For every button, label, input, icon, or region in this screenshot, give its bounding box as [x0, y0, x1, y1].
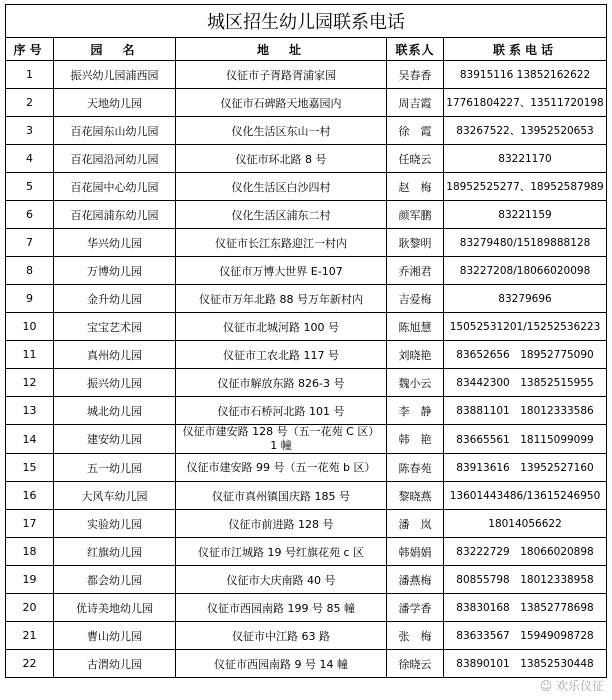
header-index: 序号	[6, 38, 54, 61]
table-row	[6, 117, 607, 145]
row-address: 仪征市西园南路 9 号 14 幢	[176, 650, 387, 678]
row-index: 5	[6, 173, 54, 201]
row-contact-person: 徐晓云	[387, 650, 444, 678]
row-contact-person: 韩 艳	[387, 425, 444, 454]
row-kindergarten-name: 城北幼儿园	[54, 397, 176, 425]
row-index: 22	[6, 650, 54, 678]
row-address: 仪征市江城路 19 号红旗花苑 c 区	[176, 538, 387, 566]
row-phone: 83221159	[444, 201, 607, 229]
row-kindergarten-name: 真州幼儿园	[54, 341, 176, 369]
header-address: 地 址	[176, 38, 387, 61]
table-row	[6, 257, 607, 285]
row-address: 仪征市建安路 99 号（五一花苑 b 区）	[176, 454, 387, 482]
table-row	[6, 201, 607, 229]
row-index: 19	[6, 566, 54, 594]
row-address: 仪征市工农北路 117 号	[176, 341, 387, 369]
table-body	[6, 61, 607, 678]
header-row	[6, 38, 607, 61]
header-phone: 联系电话	[444, 38, 607, 61]
row-index: 2	[6, 89, 54, 117]
row-index: 14	[6, 425, 54, 454]
row-contact-person: 乔湘君	[387, 257, 444, 285]
row-index: 7	[6, 229, 54, 257]
row-phone: 83890101 13852530448	[444, 650, 607, 678]
row-index: 4	[6, 145, 54, 173]
row-kindergarten-name: 百花园东山幼儿园	[54, 117, 176, 145]
row-contact-person: 李 静	[387, 397, 444, 425]
row-index: 12	[6, 369, 54, 397]
table-row	[6, 622, 607, 650]
table-row	[6, 397, 607, 425]
row-kindergarten-name: 金升幼儿园	[54, 285, 176, 313]
row-phone: 83652656 18952775090	[444, 341, 607, 369]
row-index: 16	[6, 482, 54, 510]
row-kindergarten-name: 百花园浦东幼儿园	[54, 201, 176, 229]
table-row	[6, 173, 607, 201]
row-index: 3	[6, 117, 54, 145]
row-index: 15	[6, 454, 54, 482]
row-phone: 80855798 18012338958	[444, 566, 607, 594]
row-address: 仪征市万博大世界 E-107	[176, 257, 387, 285]
row-kindergarten-name: 实验幼儿园	[54, 510, 176, 538]
table-row	[6, 425, 607, 454]
contact-sheet	[5, 4, 606, 678]
row-index: 21	[6, 622, 54, 650]
row-contact-person: 赵 梅	[387, 173, 444, 201]
table-row	[6, 61, 607, 89]
row-index: 18	[6, 538, 54, 566]
table-row	[6, 510, 607, 538]
table-row	[6, 369, 607, 397]
table-row	[6, 89, 607, 117]
row-phone: 15052531201/15252536223	[444, 313, 607, 341]
table-row	[6, 594, 607, 622]
row-address: 仪征市石桥河北路 101 号	[176, 397, 387, 425]
row-contact-person: 陈春苑	[387, 454, 444, 482]
row-contact-person: 韩娟娟	[387, 538, 444, 566]
row-address: 仪征市中江路 63 路	[176, 622, 387, 650]
row-index: 17	[6, 510, 54, 538]
row-contact-person: 任晓云	[387, 145, 444, 173]
row-phone: 18014056622	[444, 510, 607, 538]
row-address: 仪征市北城河路 100 号	[176, 313, 387, 341]
table-row	[6, 145, 607, 173]
watermark-logo: ☺ 欢乐仪征	[539, 679, 604, 693]
row-contact-person: 张 梅	[387, 622, 444, 650]
row-phone: 13601443486/13615246950	[444, 482, 607, 510]
row-phone: 83665561 18115099099	[444, 425, 607, 454]
row-kindergarten-name: 红旗幼儿园	[54, 538, 176, 566]
row-contact-person: 陈旭慧	[387, 313, 444, 341]
row-address: 仪征市解放东路 826-3 号	[176, 369, 387, 397]
table-row	[6, 229, 607, 257]
row-contact-person: 刘晓艳	[387, 341, 444, 369]
row-kindergarten-name: 百花园沿河幼儿园	[54, 145, 176, 173]
header-name: 园 名	[54, 38, 176, 61]
table-row	[6, 341, 607, 369]
row-kindergarten-name: 大风车幼儿园	[54, 482, 176, 510]
row-address: 仪征市真州镇国庆路 185 号	[176, 482, 387, 510]
row-phone: 83267522、13952520653	[444, 117, 607, 145]
row-kindergarten-name: 五一幼儿园	[54, 454, 176, 482]
table-row	[6, 482, 607, 510]
row-index: 8	[6, 257, 54, 285]
row-phone: 83913616 13952527160	[444, 454, 607, 482]
row-address: 仪化生活区白沙四村	[176, 173, 387, 201]
row-kindergarten-name: 华兴幼儿园	[54, 229, 176, 257]
row-phone: 83830168 13852778698	[444, 594, 607, 622]
row-contact-person: 潘 岚	[387, 510, 444, 538]
row-kindergarten-name: 振兴幼儿园浦西园	[54, 61, 176, 89]
table-row	[6, 650, 607, 678]
row-kindergarten-name: 万博幼儿园	[54, 257, 176, 285]
row-kindergarten-name: 优诗美地幼儿园	[54, 594, 176, 622]
row-address: 仪征市万年北路 88 号万年新村内	[176, 285, 387, 313]
row-kindergarten-name: 古渭幼儿园	[54, 650, 176, 678]
row-index: 13	[6, 397, 54, 425]
row-kindergarten-name: 天地幼儿园	[54, 89, 176, 117]
table-row	[6, 566, 607, 594]
table-row	[6, 538, 607, 566]
table-row	[6, 285, 607, 313]
row-address: 仪征市前进路 128 号	[176, 510, 387, 538]
row-address: 仪化生活区东山一村	[176, 117, 387, 145]
row-contact-person: 魏小云	[387, 369, 444, 397]
row-kindergarten-name: 都会幼儿园	[54, 566, 176, 594]
kindergarten-table	[5, 4, 607, 678]
row-phone: 17761804227、13511720198	[444, 89, 607, 117]
row-kindergarten-name: 建安幼儿园	[54, 425, 176, 454]
table-row	[6, 313, 607, 341]
row-index: 1	[6, 61, 54, 89]
row-kindergarten-name: 曹山幼儿园	[54, 622, 176, 650]
row-address: 仪征市环北路 8 号	[176, 145, 387, 173]
row-address: 仪化生活区浦东二村	[176, 201, 387, 229]
row-phone: 83279480/15189888128	[444, 229, 607, 257]
row-address: 仪征市子胥路胥浦家园	[176, 61, 387, 89]
row-phone: 83221170	[444, 145, 607, 173]
row-phone: 83279696	[444, 285, 607, 313]
header-contact: 联系人	[387, 38, 444, 61]
row-address: 仪征市西园南路 199 号 85 幢	[176, 594, 387, 622]
row-kindergarten-name: 百花园中心幼儿园	[54, 173, 176, 201]
row-kindergarten-name: 宝宝艺术园	[54, 313, 176, 341]
row-phone: 83442300 13852515955	[444, 369, 607, 397]
row-index: 9	[6, 285, 54, 313]
row-contact-person: 徐 霞	[387, 117, 444, 145]
row-address: 仪征市大庆南路 40 号	[176, 566, 387, 594]
row-address: 仪征市建安路 128 号（五一花苑 C 区）1 幢	[176, 425, 387, 454]
row-contact-person: 吉爱梅	[387, 285, 444, 313]
row-kindergarten-name: 振兴幼儿园	[54, 369, 176, 397]
row-contact-person: 颜军鹏	[387, 201, 444, 229]
table-title: 城区招生幼儿园联系电话	[6, 5, 607, 38]
row-contact-person: 周吉霞	[387, 89, 444, 117]
row-address: 仪征市长江东路迎江一村内	[176, 229, 387, 257]
row-phone: 83881101 18012333586	[444, 397, 607, 425]
row-index: 20	[6, 594, 54, 622]
row-contact-person: 耿黎明	[387, 229, 444, 257]
row-phone: 83227208/18066020098	[444, 257, 607, 285]
row-address: 仪征市石碑路天地嘉园内	[176, 89, 387, 117]
row-contact-person: 潘学香	[387, 594, 444, 622]
row-contact-person: 潘燕梅	[387, 566, 444, 594]
row-phone: 83222729 18066020898	[444, 538, 607, 566]
row-phone: 83633567 15949098728	[444, 622, 607, 650]
row-contact-person: 吴春香	[387, 61, 444, 89]
table-row	[6, 454, 607, 482]
row-phone: 83915116 13852162622	[444, 61, 607, 89]
row-index: 10	[6, 313, 54, 341]
row-index: 11	[6, 341, 54, 369]
row-phone: 18952525277、18952587989	[444, 173, 607, 201]
row-contact-person: 黎晓燕	[387, 482, 444, 510]
row-index: 6	[6, 201, 54, 229]
